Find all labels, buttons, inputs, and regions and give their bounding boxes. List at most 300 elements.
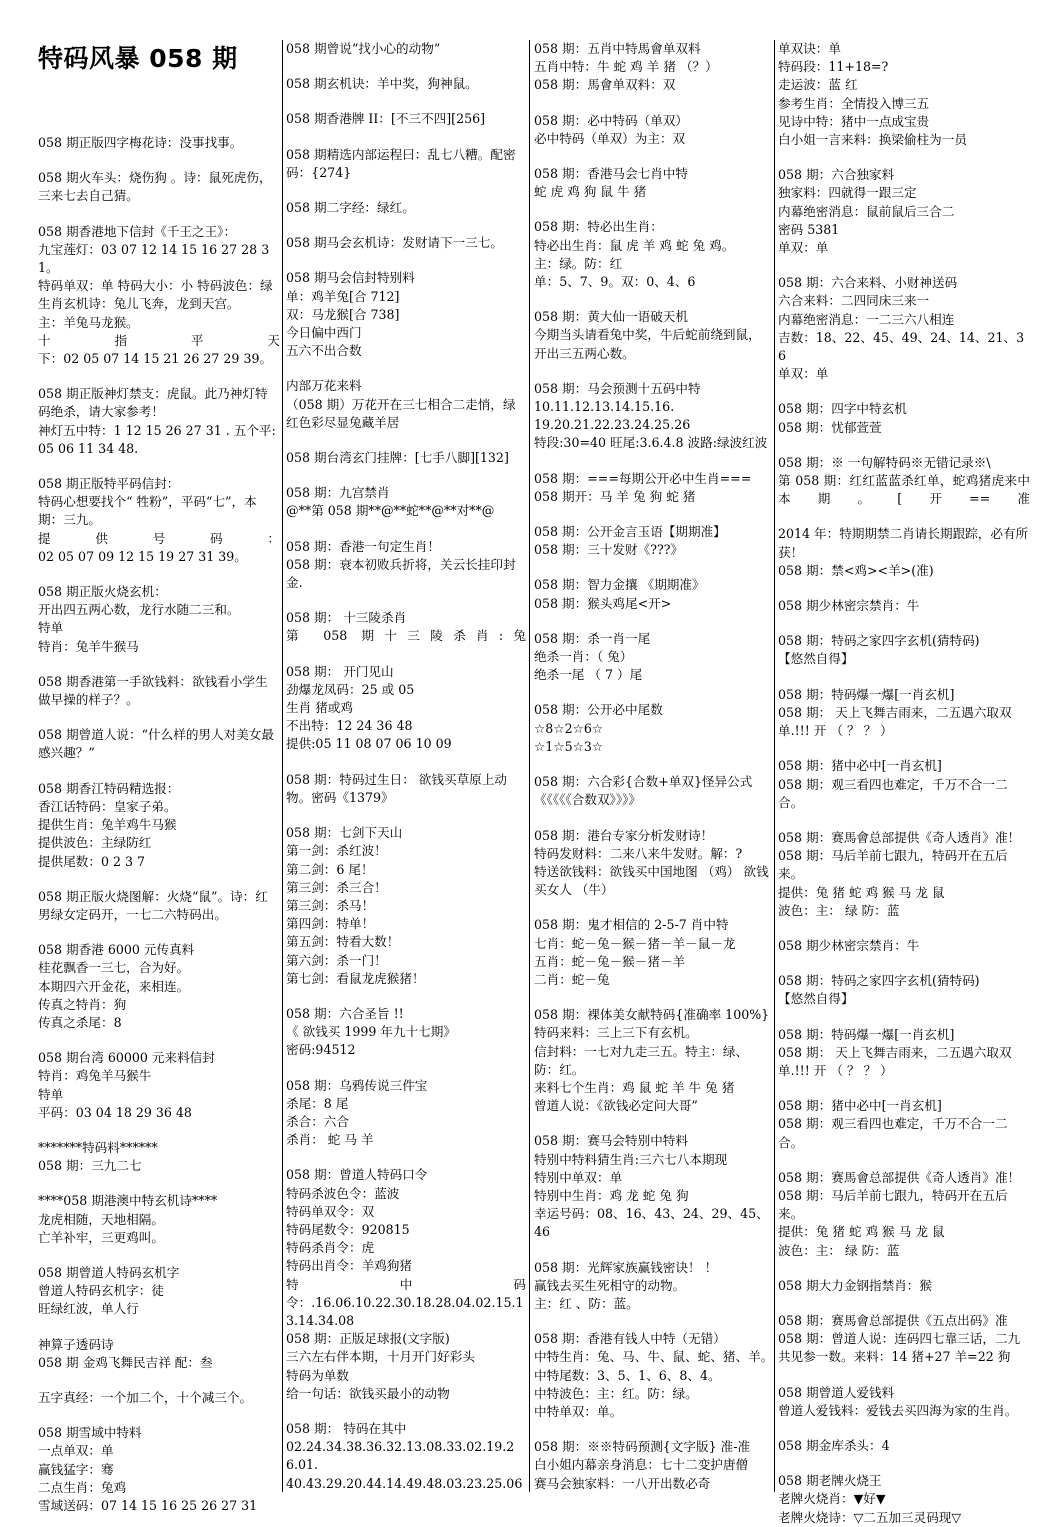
text-line: 058 期曾道人爱钱料: [778, 1384, 895, 1400]
text-block: [534, 470, 772, 506]
text-line: 058 期：特码之家四字玄机(猜特码): [778, 633, 980, 649]
text-line: 【悠然自得】: [778, 651, 854, 667]
text-line: 特别中特料猜生肖:三六七八本期现: [534, 1151, 728, 1167]
text-line: 第一剑：杀红波！: [286, 843, 387, 859]
text-line: 七肖：蛇－兔－猴－猪－羊－鼠－龙: [534, 935, 736, 951]
text-line: 058 期：赛馬會总部提供《五点出码》准: [778, 1312, 1008, 1328]
text-line: 058 期：观三看四也难定，千万不合一二合。: [778, 1116, 1008, 1150]
text-block: [38, 1139, 280, 1175]
text-line: 蛇 虎 鸡 狗 鼠 牛 猪: [534, 184, 647, 200]
text-line: 吉数：18、22、45、49、24、14、21、36: [778, 329, 1025, 364]
text-line: 058 期： 天上飞舞吉雨来，二五遇六取双单.!!! 开 （ ？ ？ ）: [778, 704, 1012, 739]
text-line: 058 期：六合圣旨 !!: [286, 1005, 404, 1021]
text-line: 生肖玄机诗：兔儿飞奔，龙到天宫。: [38, 296, 240, 312]
text-line: 开出四五两心数，龙行水随二三和。: [38, 602, 240, 618]
text-block: [38, 1389, 280, 1407]
text-line: 特送欲钱料：欲钱买中国地图 （鸡） 欲钱买女人 （牛）: [534, 863, 769, 898]
text-line: 058 期玄机诀：羊中奖，狗神鼠。: [286, 76, 478, 92]
column-divider: [529, 40, 530, 1492]
text-line: 曾道人爱钱料：爱钱去买四海为家的生肖。: [778, 1402, 1018, 1418]
text-line: 058 期精选内部运程曰：乱七八糟。配密码：{274}: [286, 146, 516, 180]
text-line: 曾道人特码玄机字：徒: [38, 1283, 164, 1299]
text-line: 第三剑：杀三合！: [286, 879, 387, 895]
text-block: [778, 1437, 1030, 1455]
text-line: 2014 年：特期期禁二肖请长期跟踪，必有所获！: [778, 526, 1029, 560]
text-line: 特单: [38, 620, 64, 636]
text-line: 058 期正版特平码信封：: [38, 476, 180, 492]
text-line: 058 期：曾道人说：连码四七靠三话，二九共见参一数。来料：14 猪+27 羊=22 狗: [778, 1331, 1021, 1365]
text-block: [778, 597, 1030, 615]
text-line: 058 期：赛馬會总部提供《奇人透肖》准！: [778, 1169, 1021, 1185]
text-line: 058 期：特必出生肖：: [534, 219, 663, 235]
text-block: [778, 972, 1030, 1008]
text-line: 提供：兔 猪 蛇 鸡 猴 马 龙 鼠: [778, 1224, 945, 1240]
text-line: 五肖：蛇－兔－猴－猪－羊: [534, 953, 686, 969]
text-line: 内幕绝密消息：一二三六八相连: [778, 311, 955, 327]
text-line: 058 期台湾 60000 元来料信封: [38, 1050, 215, 1066]
text-block: [778, 686, 1030, 741]
text-line: 神算子透码诗: [38, 1336, 114, 1352]
text-line: 058 期：忧郁萱萱: [778, 419, 882, 435]
text-line: 058 期：香港一句定生肖！: [286, 538, 440, 554]
text-line: 058 期：乌鸦传说三件宝: [286, 1077, 428, 1093]
text-line: 来料七个生肖：鸡 鼠 蛇 羊 牛 兔 猪: [534, 1079, 735, 1095]
text-block: [534, 380, 772, 453]
text-line: 独家料：四就得一跟三定: [778, 185, 917, 201]
text-line: 特码来料：三上三下有玄机。: [534, 1025, 698, 1041]
text-block: [778, 632, 1030, 668]
text-block: [38, 888, 280, 924]
column-3: [534, 40, 772, 1492]
text-line: 058 期台湾玄门挂牌：[七手八脚][132]: [286, 450, 509, 466]
text-line: 平码：03 04 18 29 36 48: [38, 1104, 192, 1120]
text-line: 第三剑：杀马！: [286, 897, 375, 913]
text-line: 058 期： 十三陵杀肖: [286, 610, 407, 626]
text-line: 亡羊补牢，三更鸡叫。: [38, 1229, 164, 1245]
text-line: 02 05 07 09 12 15 19 27 31 39。: [38, 548, 247, 564]
text-line: 058 期：五肖中特馬會单双料: [534, 41, 701, 56]
text-line: *******特码料******: [38, 1139, 158, 1155]
text-line: 058 期正版火烧玄机：: [38, 584, 167, 600]
text-line: 老牌火烧诗：▽二五加三灵码现▽: [778, 1509, 962, 1525]
text-line: 特别中生肖：鸡 龙 蛇 兔 狗: [534, 1187, 689, 1203]
text-line: 杀尾：8 尾: [286, 1095, 349, 1111]
text-line: 02.24.34.38.36.32.13.08.33.02.19.26.01.: [286, 1439, 515, 1473]
text-block: [286, 199, 526, 217]
text-line: 058 期：特码爆一爆[一肖玄机]: [778, 1026, 955, 1042]
text-line: 特单: [38, 1086, 64, 1102]
text-block: [778, 757, 1030, 812]
text-line: 058 期：公开金言玉语【期期准】: [534, 524, 726, 540]
text-block: [286, 771, 526, 807]
text-line: 058 期正版神灯禁支：虎鼠。此乃神灯特码绝杀，请大家参考！: [38, 386, 268, 420]
text-block: [534, 827, 772, 900]
text-line: 第七剑：看鼠龙虎猴猪！: [286, 970, 425, 986]
text-line: 058 期：特码过生日： 欲钱买草原上动物。密码《1379》: [286, 771, 507, 805]
text-block: [38, 134, 280, 152]
text-line: 058 期 金鸡飞舞民吉祥 配：叁: [38, 1354, 213, 1370]
text-line: 058 期金库杀头：4: [778, 1437, 890, 1453]
text-line: 058 期：三十发财《???》: [534, 542, 684, 558]
text-line: 下：02 05 07 14 15 21 26 27 29 39。: [38, 351, 273, 367]
text-block: [534, 916, 772, 989]
text-line: 第二剑：6 尾！: [286, 861, 374, 877]
text-line: 二肖：蛇－兔: [534, 971, 610, 987]
text-block: [778, 1026, 1030, 1081]
text-block: [38, 1192, 280, 1247]
text-line: 058 期曾道人特码玄机字: [38, 1264, 180, 1280]
text-line: 058 期香港牌 II：[不三不四][256]: [286, 111, 486, 127]
text-line: 058 期：特码爆一爆[一肖玄机]: [778, 686, 955, 702]
text-line: 058 期：六合来料、小财神送码: [778, 275, 958, 291]
text-line: 波色：主： 绿 防：蓝: [778, 1242, 900, 1258]
text-block: [286, 449, 526, 467]
text-line: 058 期少林密宗禁肖：牛: [778, 937, 920, 953]
text-block: [534, 1438, 772, 1493]
text-line: 绝杀一尾 （ 7 ）尾: [534, 667, 643, 683]
text-line: 本期四六开金花，来相连。: [38, 978, 190, 994]
text-block: [286, 40, 526, 58]
text-line: 一点单双：单: [38, 1443, 114, 1459]
text-line: 058 期香港地下信封《千王之王》：: [38, 223, 237, 239]
text-line: 赢钱猛字：骞: [38, 1461, 114, 1477]
text-line: 密码:94512: [286, 1042, 356, 1058]
text-line: 五肖中特：牛 蛇 鸡 羊 猪 （？）: [534, 59, 718, 75]
text-line: 058 期：===每期公开必中生肖===: [534, 470, 752, 486]
text-line: 058 期老牌火烧王: [778, 1473, 882, 1489]
text-block: [534, 1330, 772, 1421]
text-line: 今期当头请看兔中奖，牛后蛇前绕到鼠，开出三五两心数。: [534, 327, 761, 361]
text-line: 特码为单数: [286, 1367, 349, 1383]
text-block: [286, 234, 526, 252]
text-block: [286, 146, 526, 182]
text-line: 今日偏中西门: [286, 325, 362, 341]
text-line: 提供：兔 猪 蛇 鸡 猴 马 龙 鼠: [778, 884, 945, 900]
text-line: 信封料：一七对九走三五。特主：绿、防：红。: [534, 1043, 749, 1077]
text-line: 058 期：赛马会特别中特料: [534, 1133, 688, 1149]
text-line: 传真之特肖：狗: [38, 996, 127, 1012]
text-line: 特码尾数令：920815: [286, 1221, 410, 1237]
text-block: [778, 274, 1030, 383]
text-line: 赢钱去买生死相守的动物。: [534, 1277, 686, 1293]
text-line: 提供尾数：0 2 3 7: [38, 853, 146, 869]
text-line: 特码杀波色令：蓝波: [286, 1185, 400, 1201]
text-line: 走运波：蓝 红: [778, 77, 858, 93]
text-line: 生肖 猪或鸡: [286, 700, 353, 716]
text-block: [38, 726, 280, 762]
text-block: [286, 484, 526, 520]
text-line: 《 欲钱买 1999 年九十七期》: [286, 1024, 456, 1040]
text-line: 波色：主： 绿 防：蓝: [778, 902, 900, 918]
text-line: 058 期：四字中特玄机: [778, 401, 907, 417]
text-block: [534, 630, 772, 685]
text-line: 058 期：馬會单双料：双: [534, 77, 676, 93]
text-line: 曾道人说：《欲钱必定问大哥”: [534, 1098, 698, 1114]
text-line: 特码段：11+18=?: [778, 59, 889, 75]
text-line: 10.11.12.13.14.15.16.: [534, 399, 675, 415]
text-block: [38, 1424, 280, 1515]
text-block: [38, 223, 280, 369]
text-line: 特肖：鸡兔羊马猴牛: [38, 1068, 152, 1084]
text-block: [534, 576, 772, 612]
text-line: 主：红 、防：蓝。: [534, 1295, 639, 1311]
column-2: [286, 40, 526, 1492]
text-line: 058 期：赛馬會总部提供《奇人透肖》准！: [778, 829, 1021, 845]
text-block: [534, 165, 772, 201]
text-line: 雪域送码：07 14 15 16 25 26 27 31: [38, 1497, 258, 1513]
text-block: [534, 40, 772, 95]
text-line: 058 期：光辉家族赢钱密诀！ ！: [534, 1259, 718, 1275]
text-block: [534, 218, 772, 291]
text-line: 三六左右伴本期，十月开门好彩头: [286, 1349, 475, 1365]
text-block: [286, 609, 526, 645]
text-line: 40.43.29.20.44.14.49.48.03.23.25.06: [286, 1475, 523, 1491]
text-line: 058 期：猪中必中[一肖玄机]: [778, 1098, 942, 1114]
text-line: 九宝莲灯：03 07 12 14 15 16 27 28 31。: [38, 241, 270, 276]
text-line: 主：羊兔马龙猴。: [38, 314, 139, 330]
text-line: 058 期少林密宗禁肖：牛: [778, 598, 920, 614]
text-block: [286, 1005, 526, 1060]
text-line: 提 供 号 码 ：: [38, 530, 280, 546]
text-line: 提供波色：主绿防红: [38, 835, 152, 851]
text-line: 传真之杀尾：8: [38, 1014, 122, 1030]
text-block: [534, 1006, 772, 1115]
text-line: 058 期：香港马会七肖中特: [534, 166, 688, 182]
text-block: [38, 673, 280, 709]
text-line: 主：绿。防：红: [534, 255, 623, 271]
text-line: 第四剑：特单！: [286, 916, 375, 932]
text-line: 特段:30=40 旺尾:3.6.4.8 波路:绿波红波: [534, 435, 768, 451]
text-line: 058 期：观三看四也难定，千万不合一二合。: [778, 776, 1008, 810]
text-line: ☆1☆5☆3☆: [534, 738, 604, 754]
text-line: 内部万花来料: [286, 378, 362, 394]
column-4: [778, 40, 1030, 1525]
text-block: [286, 75, 526, 93]
text-line: 第 058 期十三陵杀肖:兔: [286, 628, 526, 644]
text-line: 中特波色：主：红。防：绿。: [534, 1385, 698, 1401]
text-line: 058 期：智力金攘 《期期准》: [534, 577, 705, 593]
text-line: 058 期正版四字梅花诗：没事找事。: [38, 135, 243, 150]
text-block: [38, 941, 280, 1032]
text-line: 特码发财料：二来八来牛发财。解：?: [534, 845, 743, 861]
text-line: 中特生肖：兔、马、牛、鼠、蛇、猪、羊。: [534, 1349, 774, 1365]
text-block: [38, 1049, 280, 1122]
text-line: 必中特码（单双）为主：双: [534, 130, 686, 146]
text-line: 见诗中特：猪中一点成宝贵: [778, 113, 930, 129]
text-block: [286, 663, 526, 754]
text-line: 中特单双：单。: [534, 1403, 623, 1419]
text-line: 058 期：禁<鸡><羊>(准): [778, 562, 934, 578]
text-line: ☆8☆2☆6☆: [534, 720, 604, 736]
text-line: 058 期：衰本初败兵折将，关云长挂印封金.: [286, 556, 516, 591]
page-title: 特码风暴 058 期: [38, 44, 238, 73]
text-line: 特必出生肖：鼠 虎 羊 鸡 蛇 兔 鸡。: [534, 237, 735, 253]
text-line: 给一句话：欲钱买最小的动物: [286, 1385, 450, 1401]
text-line: 龙虎相随，天地相隔。: [38, 1211, 164, 1227]
text-line: 单：鸡羊兔[合 712]: [286, 288, 400, 304]
text-line: 特码单双：单 特码大小：小 特码波色：绿: [38, 278, 273, 294]
text-line: 桂花飘香一三七，合为好。: [38, 960, 190, 976]
text-line: 特码杀肖令：虎: [286, 1240, 375, 1256]
text-block: [778, 1312, 1030, 1367]
text-block: [286, 538, 526, 593]
text-line: 五六不出合数: [286, 343, 362, 359]
text-line: 神灯五中特：1 12 15 26 27 31 . 五个平:05 06 11 34 48.: [38, 422, 276, 456]
text-line: 058 期： 天上飞舞吉雨来，二五遇六取双单.!!! 开 （ ？ ？ ）: [778, 1044, 1012, 1078]
text-block: [534, 1132, 772, 1241]
text-block: [778, 40, 1030, 149]
text-line: 058 期：※ 一句解特码※无错记录※\: [778, 454, 991, 470]
text-line: 旺绿红波，单人行: [38, 1301, 139, 1317]
text-line: 058 期：黄大仙一语破天机: [534, 309, 688, 325]
text-line: 058 期：裸体美女献特码{准确率 100%}: [534, 1007, 770, 1023]
column-divider: [774, 40, 775, 1492]
text-line: 058 期：马会预测十五码中特: [534, 380, 701, 396]
text-line: 058 期：九宫禁肖: [286, 485, 390, 501]
text-block: [778, 1169, 1030, 1260]
text-line: 杀肖： 蛇 马 羊: [286, 1132, 374, 1148]
text-block: [778, 829, 1030, 920]
text-line: （058 期）万花开在三七相合二走悄，绿红色彩尽显兔藏羊居: [286, 396, 516, 430]
text-line: 058 期：马后羊前七跟九，特码开在五后来。: [778, 848, 1008, 882]
text-block: [38, 475, 280, 566]
text-line: ****058 期港澳中特玄机诗****: [38, 1193, 218, 1209]
text-block: [534, 1259, 772, 1314]
text-line: 058 期曾说“找小心的动物”: [286, 41, 441, 56]
text-line: 香江话特码：皇家子弟。: [38, 798, 177, 814]
text-block: [778, 400, 1030, 436]
text-line: 058 期：马后羊前七跟九，特码开在五后来。: [778, 1187, 1008, 1222]
text-line: 058 期：公开必中尾数: [534, 702, 663, 718]
text-line: 单双诀：单: [778, 41, 841, 56]
text-line: 058 期二字经：绿红。: [286, 200, 415, 216]
text-line: 058 期大力金钢指禁肖：猴: [778, 1277, 932, 1293]
text-line: 058 期：香港有钱人中特（无错）: [534, 1331, 726, 1347]
text-line: 特肖：兔羊牛猴马: [38, 638, 139, 654]
text-line: 杀合：六合: [286, 1113, 349, 1129]
text-line: 五字真经：一个加二个，十个减三个。: [38, 1389, 253, 1405]
text-line: 058 期正版火烧图解：火烧“鼠”。诗：红男绿女定码开，一七二六特码出。: [38, 888, 268, 922]
text-line: 058 期雪域中特料: [38, 1425, 142, 1441]
text-block: [286, 269, 526, 360]
text-line: 058 期：鬼才相信的 2-5-7 肖中特: [534, 917, 729, 933]
text-block: [38, 385, 280, 458]
text-line: 058 期香港第一手欲钱料：欲钱看小学生做早操的样子？。: [38, 673, 268, 708]
text-line: 单双：单: [778, 366, 829, 382]
text-line: 058 期：必中特码（单双）: [534, 112, 688, 128]
text-block: [286, 1077, 526, 1150]
text-block: [286, 1166, 526, 1403]
text-block: [38, 1336, 280, 1372]
text-line: 令：.16.06.10.22.30.18.28.04.02.15.13.14.34.08: [286, 1294, 524, 1328]
text-line: 058 期曾道人说：“什么样的男人对美女最感兴趣？”: [38, 727, 274, 761]
text-line: 058 期：猴头鸡尾<开>: [534, 595, 672, 611]
text-line: 058 期开：马 羊 兔 狗 蛇 猪: [534, 488, 696, 504]
text-line: 十 指 平 天: [38, 332, 280, 348]
text-block: [778, 454, 1030, 509]
text-line: 058 期香港 6000 元传真料: [38, 942, 195, 958]
text-block: [38, 780, 280, 871]
text-line: 058 期：曾道人特码口令: [286, 1167, 428, 1183]
text-block: [286, 110, 526, 128]
text-line: 特别中单双：单: [534, 1169, 623, 1185]
text-line: 058 期香江特码精选报：: [38, 780, 180, 796]
text-line: 密码 5381: [778, 221, 840, 237]
text-line: 特码单双令：双: [286, 1203, 375, 1219]
text-line: @**第 058 期**@**蛇**@**对**@: [286, 503, 495, 519]
text-block: [534, 773, 772, 809]
text-line: 单双：单: [778, 240, 829, 256]
text-line: 白小姐内幕亲身消息：七十二变护唐僧: [534, 1457, 749, 1473]
text-block: [534, 701, 772, 756]
text-line: 双：马龙猴[合 738]: [286, 306, 400, 322]
text-block: [38, 583, 280, 656]
text-line: 058 期火车头：烧伤狗 。诗：鼠死虎伤，三来七去自己猜。: [38, 170, 272, 204]
text-block: [534, 308, 772, 363]
text-block: [778, 525, 1030, 580]
text-block: [778, 1472, 1030, 1527]
text-line: 058 期：六合独家料: [778, 167, 895, 183]
text-block: [38, 1264, 280, 1319]
text-block: [286, 1420, 526, 1493]
text-line: 内幕绝密消息：鼠前鼠后三合二: [778, 203, 955, 219]
text-line: 参考生肖：全情投入博三五: [778, 95, 930, 111]
text-block: [778, 166, 1030, 257]
text-line: 058 期：特码之家四字玄机(猜特码): [778, 973, 980, 989]
text-line: 058 期：七剑下天山: [286, 825, 403, 841]
text-line: 单：5、7、9。双：0、4、6: [534, 274, 696, 290]
text-block: [778, 1097, 1030, 1152]
column-1: [38, 40, 280, 1513]
text-line: 058 期：※※特码预测{文字版} 准-准: [534, 1439, 751, 1455]
text-line: 六合来料：二四同床三来一: [778, 293, 930, 309]
text-line: 058 期马会玄机诗：发财请下一三七。: [286, 235, 503, 251]
text-block: [778, 1384, 1030, 1420]
text-line: 绝杀一肖：（ 兔）: [534, 649, 633, 665]
text-block: [286, 377, 526, 432]
text-line: 058 期： 特码在其中: [286, 1420, 407, 1436]
text-block: [534, 523, 772, 559]
text-line: 提供生肖：兔羊鸡牛马猴: [38, 817, 177, 833]
text-block: [534, 112, 772, 148]
text-line: 提供:05 11 08 07 06 10 09: [286, 736, 452, 752]
text-line: 《《《《《合数双》》》》: [534, 792, 642, 808]
text-line: 老牌火烧肖：▼好▼: [778, 1491, 886, 1507]
text-line: 058 期：六合彩{合数+单双}怪异公式: [534, 774, 753, 790]
text-block: [778, 937, 1030, 955]
text-line: 058 期： 开门见山: [286, 663, 394, 679]
text-line: 058 期马会信封特别料: [286, 270, 415, 286]
text-block: [286, 824, 526, 988]
text-line: 特 中 码: [286, 1276, 526, 1292]
text-line: 白小姐一言来料：换梁偷柱为一员: [778, 132, 967, 148]
text-line: 幸运号码：08、16、43、24、29、45、46: [534, 1206, 769, 1240]
text-line: 特码出肖令：羊鸡狗猪: [286, 1258, 412, 1274]
text-line: 19.20.21.22.23.24.25.26: [534, 417, 691, 433]
text-line: 第 058 期：红红蓝蓝杀红单，蛇鸡猪虎来中本期。[开==准: [778, 473, 1030, 507]
text-line: 【悠然自得】: [778, 991, 854, 1007]
text-line: 058 期：三九二七: [38, 1158, 142, 1174]
text-line: 赛马会独家料：一八开出数必奇: [534, 1475, 711, 1491]
text-block: [778, 1277, 1030, 1295]
column-divider: [282, 40, 283, 1492]
text-line: 特码心想要找个“ 牲粉”，平码“七”，本期：三九。: [38, 494, 257, 528]
text-line: 058 期：正版足球报(文字版): [286, 1331, 450, 1347]
text-line: 劲爆龙凤码：25 或 05: [286, 681, 415, 697]
text-line: 二点生肖：兔鸡: [38, 1479, 127, 1495]
text-line: 中特尾数：3、5、1、6、8、4。: [534, 1367, 721, 1383]
text-line: 第五剑：特看大数！: [286, 934, 400, 950]
